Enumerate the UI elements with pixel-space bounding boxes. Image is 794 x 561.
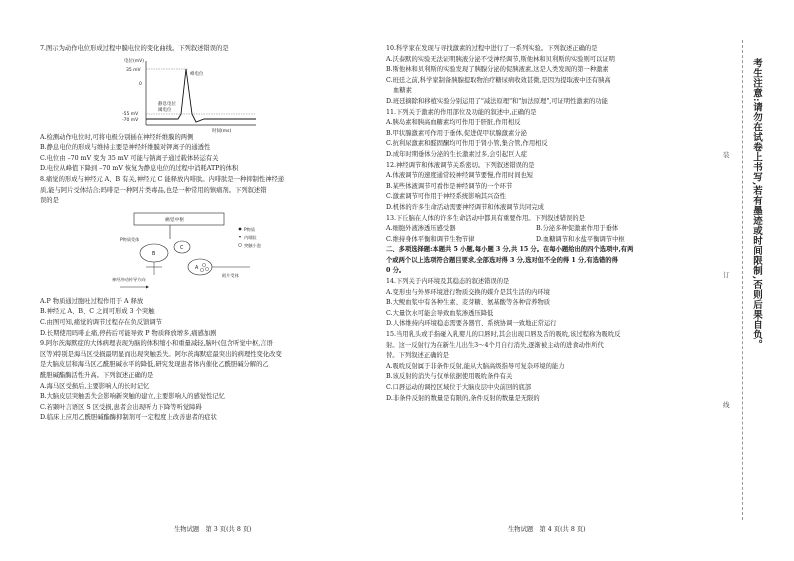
q9-stem-line-3: 是大脑皮层和海马区乙酰胆碱水平的降低,研究发现患者体内催化乙酰胆碱分解的乙 xyxy=(40,361,269,369)
legend-p: P物质 xyxy=(244,226,255,232)
q13-option-c: C.维持身体平衡和调节生物节律 xyxy=(386,235,475,243)
q15-stem-line-2: 射。这一反射行为在新生儿出生3～4个月自行消失,逐渐被主动的进食动作所代 xyxy=(386,341,604,349)
p-receptor-label: P物质受体 xyxy=(120,236,140,242)
q14-option-c: C.大量饮水可能会导致血浆渗透压降低 xyxy=(386,309,494,317)
synapse-a xyxy=(188,259,212,275)
q11-option-d: D.成年时期垂体分泌的生长激素过多,会引起巨人症 xyxy=(386,150,528,158)
q14-option-d: D.人体维持内环境稳态需要各器官、系统协调一致地正常运行 xyxy=(386,320,557,328)
q9-stem-line-2: 区等)特别是海马区受损最明显而出现突触丢失。阿尔茨海默症最突出的病理性变化改变 xyxy=(40,350,282,358)
q10-option-c: C.班廷之前,科学家制备胰腺提取物治疗糖尿病收效甚微,是因为提取液中还有胰高 xyxy=(386,76,611,84)
time-label: 时间(ms) xyxy=(212,128,232,134)
q7-option-b: B.静息电位的形成与维持主要是神经纤维膜对钾离子的通透性 xyxy=(40,144,211,152)
pain-pathway-diagram xyxy=(110,209,280,297)
section-2-title-line-3: 0 分。 xyxy=(386,267,406,275)
q11-option-b: B.甲状腺激素可作用于垂体,促进促甲状腺激素分泌 xyxy=(386,129,527,137)
nerve-direction-label: 神经冲动传导方向 xyxy=(112,276,146,282)
q14-option-b: B.大鲵血浆中有各种生素、麦芽糖、氨基酸等各种营养物质 xyxy=(386,299,551,307)
q9-stem-line-1: 9.阿尔茨海默症的大体病理表现为脑的体积缩小和重量减轻,脑叶(包含听觉中枢,言语 xyxy=(40,340,273,348)
q15-option-a: A.吸吮反射属于非条件反射,能从大脑高级指导可复杂环境的能力 xyxy=(386,362,565,370)
q13-row-2 xyxy=(386,235,702,246)
tick-55: -55 mV xyxy=(122,111,139,117)
q12-option-b: B.某些体液调节可看作是神经调节的一个环节 xyxy=(386,182,513,190)
binding-line xyxy=(742,40,743,520)
peak-label: 峰电位 xyxy=(190,71,204,77)
neuron-c: C xyxy=(180,245,184,251)
binding-mark-1: 装 xyxy=(723,151,730,159)
opioid-receptor-label: 阿片受体 xyxy=(222,272,239,278)
q7-option-d: D.电位从峰值下降到 –70 mV 恢复为静息电位的过程中消耗ATP的体积 xyxy=(40,165,239,173)
q15-stem-line-3: 替。下列叙述正确的是 xyxy=(386,352,449,360)
q12-option-d: D.机体的许多生命活动需要神经调节和体液调节共同完成 xyxy=(386,203,544,211)
q12-stem: 12.神经调节和体液调节关系密切。下列叙述错误的是 xyxy=(386,161,535,169)
q14-option-a: A.变形虫与外界环境进行物质交换的媒介是其生活的内环境 xyxy=(386,288,550,296)
q13-option-d: D.血糖调节和水盐平衡调节中枢 xyxy=(536,235,625,243)
q11-option-c: C.抗利尿激素和醛固酮均可作用于肾小管,集合管,作用相反 xyxy=(386,140,548,148)
tick-70: -70 mV xyxy=(122,117,139,123)
footer-right-page-number: 生物试题 第 4 页(共 8 页) xyxy=(508,526,586,533)
q10-stem: 10.科学家在发现与寻找激素的过程中进行了一系列实验。下列叙述正确的是 xyxy=(386,45,598,52)
q10-option-d: D.班廷摘除和移植实验分别运用了"减法原理"和"加法原理",可证明性激素的功能 xyxy=(386,97,608,105)
q11-stem: 11.下列关于激素的作用部位及功能的叙述中,正确的是 xyxy=(386,108,537,116)
q13-option-a: A.细胞外液渗透压感受器 xyxy=(386,225,456,233)
q15-option-d: D.非条件反射的数量是有限的,条件反射的数量是无限的 xyxy=(386,394,540,402)
threshold-label: 阈电位 xyxy=(158,107,172,113)
q8-stem-line-3: 误的是 xyxy=(40,197,59,205)
q15-option-b: B.该反射的消失与仅单依据使用吸吮条件有关 xyxy=(386,373,513,381)
legend-opioid: 内啡肽 xyxy=(244,234,257,240)
q8-stem-line-1: 8.痛觉的形成与神经元 A、B 有关,神经元 C 能释放内啡肽。内啡肽是一种抑制性神经递 xyxy=(40,175,285,183)
q10-option-b: B.斯他林和贝利斯的实验发现了胰腺分泌的促胰液素,这是人类发现的第一种激素 xyxy=(386,66,609,74)
action-potential-chart xyxy=(122,57,276,134)
tick-35: 35 mV xyxy=(126,67,141,73)
rest-label: 静息电位 xyxy=(158,101,176,107)
q13-stem: 13.下丘脑在人体的许多生命活动中都具有重要作用。下列叙述错误的是 xyxy=(386,214,585,222)
q9-option-d: D.临床上应用乙酰胆碱酯酶抑制剂可一定程度上改善患者的症状 xyxy=(40,414,217,422)
q9-option-b: B.大脑皮层突触丢失会影响新突触的建立,主要影响人的感觉性记忆 xyxy=(40,393,225,401)
exam-notice: 考生注意:请勿在试卷上书写,若有墨迹或时间限制,否则后果自负。 xyxy=(751,58,762,350)
section-2-title-line-1: 二、多项选择题:本题共 5 小题,每小题 3 分,共 15 分。在每小题给出的四个选项中,有两 xyxy=(386,246,634,254)
q10-option-a: A.沃泰默的实验无法证明胰液分泌不受神经调节,斯他林和贝利斯的实验则可以证明 xyxy=(386,55,615,63)
q13-row-1 xyxy=(386,224,702,235)
right-page xyxy=(386,44,702,404)
q9-option-a: A.海马区受损后,主要影响人的长时记忆 xyxy=(40,382,150,390)
section-2-title-line-2: 个或两个以上选项符合题目要求,全部选对得 3 分,选对但不全的得 1 分,有选错的得 xyxy=(386,256,618,264)
tick-0: 0 xyxy=(139,81,142,87)
q12-option-a: A.体液调节的速度通常较神经调节要慢,作用时间也短 xyxy=(386,172,534,180)
q8-stem-line-2: 质,能与阿片受体结合;吗啡是一种阿片类毒品,也是一种常用的镇痛剂。下列叙述错 xyxy=(40,186,267,194)
q11-option-a: A.胰岛素和胰高血糖素均可作用于肝脏,作用相反 xyxy=(386,119,521,127)
pain-center-label: 痛觉中枢 xyxy=(165,217,185,223)
q7-option-a: A.检测动作电位时,可将电极分别插在神经纤维膜的两侧 xyxy=(40,133,194,141)
neuron-b: B xyxy=(152,251,156,257)
q7-option-c: C.电位由 –70 mV 变为 35 mV 可能与钠离子通过载体转运有关 xyxy=(40,154,219,162)
q7-stem: 7.图示为动作电位形成过程中膜电位的变化曲线。下列叙述错误的是 xyxy=(40,45,229,52)
q15-option-c: C.口唇运动的调控区域位于大脑皮层中央前回的底部 xyxy=(386,384,532,391)
q10-option-c-cont: 血糖素 xyxy=(393,87,412,95)
q13-option-b: B.分泌多种促激素作用于垂体 xyxy=(536,225,619,233)
footer-left-page-number: 生物试题 第 3 页(共 8 页) xyxy=(174,526,252,533)
q15-stem-line-1: 15.当用乳头或手指碰入乳婴儿的口唇时,其会出现口唇及舌的吸吮,该过程称为吸吮反 xyxy=(386,331,621,339)
q14-stem: 14.下列关于内环境及其稳态的叙述错误的是 xyxy=(386,278,510,286)
q8-option-b: B.神经元 A、B、C 之间可形成 3 个突触 xyxy=(40,308,155,316)
q12-option-c: C.激素调节可作用于神经系统影响其兴奋性 xyxy=(386,193,506,201)
binding-mark-2: 订 xyxy=(723,271,730,279)
q9-option-c: C.若颞叶言语区 S 区受损,患者会出现听力下降等听觉障碍 xyxy=(40,403,202,411)
q8-option-d: D.长期使用吗啡止痛,停药后可能导致 P 物质释放增多,痛感加剧 xyxy=(40,329,217,337)
q8-option-a: A.P 物质通过胞吐过程作用于 A 释放 xyxy=(40,297,144,305)
q9-stem-line-4: 酰胆碱酯酶活性升高。下列叙述正确的是 xyxy=(40,371,154,379)
binding-mark-3: 线 xyxy=(723,401,730,409)
legend-vesicle: 突触小泡 xyxy=(244,242,261,248)
neuron-a: A xyxy=(195,265,199,271)
chart-ylabel: 电位(mV) xyxy=(124,58,144,64)
q8-option-c: C.由图可知,痛觉的调节过程存在负反馈调节 xyxy=(40,318,162,326)
left-page xyxy=(40,44,358,424)
